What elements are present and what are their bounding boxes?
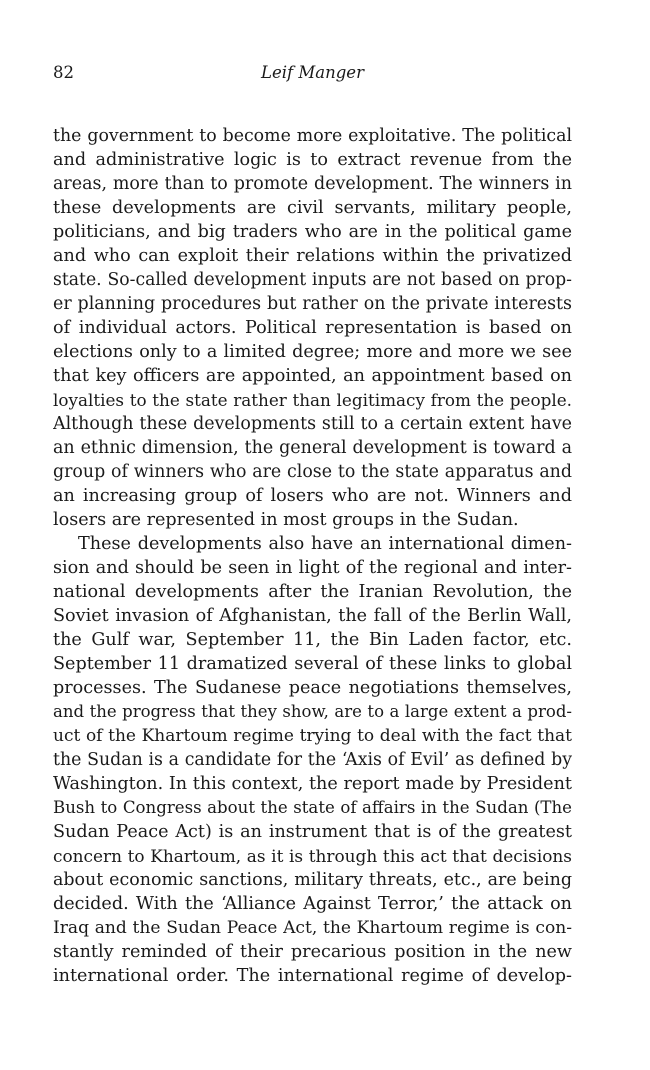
text-line: er planning procedures but rather on the private interests [53,294,572,314]
text-line: international order. The international regime of develop- [53,966,572,986]
text-line: an ethnic dimension, the general development is toward a [53,438,572,458]
paragraph-last-line: losers are represented in most groups in the Sudan. [53,510,519,530]
text-line: and administrative logic is to extract revenue from the [53,150,572,170]
text-line: uct of the Khartoum regime trying to deal with the fact that [53,726,572,746]
text-line: state. So-called development inputs are not based on prop- [53,270,572,290]
text-line: an increasing group of losers who are not. Winners and [53,486,572,506]
text-line: Iraq and the Sudan Peace Act, the Khartoum regime is con- [53,918,572,938]
text-line: September 11 dramatized several of these links to global [53,654,572,674]
text-line: loyalties to the state rather than legitimacy from the people. [53,390,572,410]
text-line: of individual actors. Political representation is based on [53,318,572,338]
text-line: the Gulf war, September 11, the Bin Laden factor, etc. [53,630,572,650]
text-line: sion and should be seen in light of the regional and inter- [53,558,572,578]
text-line: the government to become more exploitative. The political [53,126,572,146]
text-line: elections only to a limited degree; more and more we see [53,342,572,362]
text-line: politicians, and big traders who are in the political game [53,222,572,242]
paragraph-first-line: These developments also have an international dimen- [78,534,572,554]
text-line: processes. The Sudanese peace negotiations themselves, [53,678,572,698]
page-number: 82 [53,63,74,82]
text-line: these developments are civil servants, military people, [53,198,572,218]
text-line: concern to Khartoum, as it is through this act that decisions [53,846,572,866]
text-line: Sudan Peace Act) is an instrument that is of the greatest [53,822,572,842]
text-line: Soviet invasion of Afghanistan, the fall of the Berlin Wall, [53,606,572,626]
text-line: and the progress that they show, are to a large extent a prod- [53,702,572,721]
text-line: group of winners who are close to the state apparatus and [53,462,572,482]
text-line: that key officers are appointed, an appointment based on [53,366,572,386]
text-line: stantly reminded of their precarious position in the new [53,942,572,962]
text-line: the Sudan is a candidate for the ‘Axis of Evil’ as defined by [53,750,572,770]
running-head [53,62,572,84]
text-line: about economic sanctions, military threats, etc., are being [53,870,572,890]
body-text [53,124,572,988]
text-line: Although these developments still to a certain extent have [53,414,572,434]
text-line: and who can exploit their relations within the privatized [53,246,572,266]
running-title: Leif Manger [261,63,364,82]
text-line: national developments after the Iranian Revolution, the [53,582,572,602]
text-line: decided. With the ‘Alliance Against Terror,’ the attack on [53,894,572,914]
text-line: Bush to Congress about the state of affairs in the Sudan (The [53,798,572,817]
text-line: areas, more than to promote development. The winners in [53,174,572,194]
text-line: Washington. In this context, the report made by President [53,774,572,794]
